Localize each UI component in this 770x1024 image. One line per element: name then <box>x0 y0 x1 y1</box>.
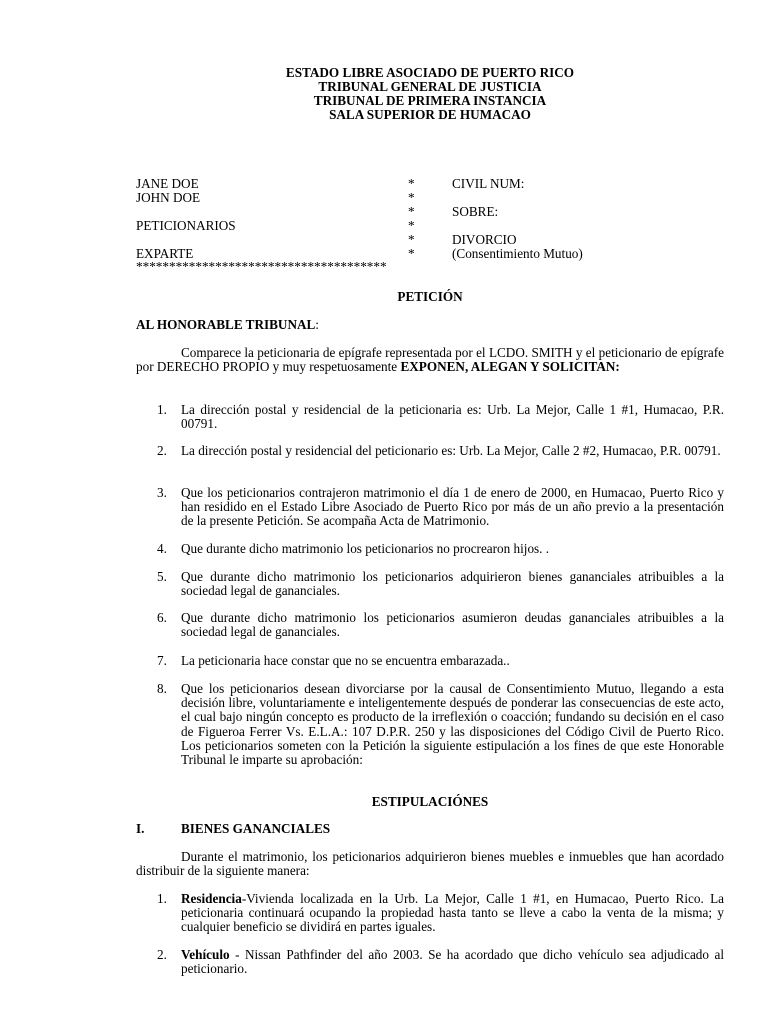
caption-left-2: JOHN DOE <box>136 190 201 205</box>
list-item-text: Que los peticionarios desean divorciarse por la causal de Consentimiento Mutuo, llegando a esta decisión libre, voluntariamente e inteligentemente después de ponderar las consecuencias de este acto, el cual bajo ningún concepto es producto de la irreflexión o coacción; fundando su decisión en el caso de Figueroa Ferrer Vs. E.L.A.: 107 D.P.R. 250 y las disposiciones del Código Civil de Puerto Rico. Los peticionarios someten con la Petición la siguiente estipulación a los fines de que este Honorable Tribunal le imparte su aprobación: <box>181 681 724 768</box>
asset-text: -Vivienda localizada en la Urb. La Mejor, Calle 1 #1, en Humacao, Puerto Rico. La peticionaria continuará ocupando la propiedad hasta tanto se lleve a cabo la venta de la misma; y cualquier beneficio se dividirá en partes iguales. <box>181 891 724 935</box>
salutation <box>136 318 724 332</box>
list-item-number: 2. <box>157 947 167 962</box>
intro-text: Comparece la peticionaria de epígrafe representada por el LCDO. SMITH y el peticionario de epígrafe por DERECHO PROPIO y muy respetuosamente <box>136 345 724 375</box>
list-item-number: 2. <box>157 443 167 458</box>
list-item-number: 7. <box>157 653 167 668</box>
list-item-number: 6. <box>157 610 167 625</box>
caption-separator: * <box>408 190 415 205</box>
caption-stars-line: ************************************** <box>136 259 387 274</box>
caption-right-6: (Consentimiento Mutuo) <box>452 246 583 261</box>
list-item-number: 4. <box>157 541 167 556</box>
list-item-number: 1. <box>157 402 167 417</box>
list-item-text <box>181 948 724 976</box>
caption-right-5: DIVORCIO <box>452 232 517 247</box>
list-item-text: Que los peticionarios contrajeron matrimonio el día 1 de enero de 2000, en Humacao, Puerto Rico y han residido en el Estado Libre Asociado de Puerto Rico por más de un año previo a la presentación de la presente Petición. Se acompaña Acta de Matrimonio. <box>181 485 724 529</box>
caption-right-3: SOBRE: <box>452 204 499 219</box>
caption-right-1: CIVIL NUM: <box>452 176 525 191</box>
section-title: BIENES GANANCIALES <box>181 821 331 836</box>
list-item-text: Que durante dicho matrimonio los peticionarios no procrearon hijos. . <box>181 541 550 556</box>
list-item-text: La peticionaria hace constar que no se encuentra embarazada.. <box>181 653 510 668</box>
caption-separator: * <box>408 218 415 233</box>
list-item-text: Que durante dicho matrimonio los peticionarios adquirieron bienes gananciales atribuibles a la sociedad legal de gananciales. <box>181 569 724 599</box>
list-item-number: 5. <box>157 569 167 584</box>
caption-left-1: JANE DOE <box>136 176 199 191</box>
section-number: I. <box>136 821 145 836</box>
asset-label: Residencia <box>181 891 242 906</box>
intro-paragraph <box>136 346 724 374</box>
list-item-text: La dirección postal y residencial del peticionario es: Urb. La Mejor, Calle 2 #2, Humacao, P.R. 00791. <box>181 443 721 458</box>
header-line-4: SALA SUPERIOR DE HUMACAO <box>329 107 531 122</box>
list-item-number: 1. <box>157 891 167 906</box>
caption-left-6: EXPARTE <box>136 246 194 261</box>
list-item-number: 8. <box>157 681 167 696</box>
caption-left-4: PETICIONARIOS <box>136 218 236 233</box>
list-item-number: 3. <box>157 485 167 500</box>
section-intro: Durante el matrimonio, los peticionarios adquirieron bienes muebles e inmuebles que han acordado distribuir de la siguiente manera: <box>136 849 724 879</box>
court-header <box>0 66 770 122</box>
caption-separator: * <box>408 176 415 191</box>
list-item-text: Que durante dicho matrimonio los peticionarios asumieron deudas gananciales atribuibles a la sociedad legal de gananciales. <box>181 610 724 640</box>
document-title: PETICIÓN <box>397 289 463 304</box>
caption-separator: * <box>408 232 415 247</box>
header-line-2: TRIBUNAL GENERAL DE JUSTICIA <box>318 79 542 94</box>
header-line-1: ESTADO LIBRE ASOCIADO DE PUERTO RICO <box>285 65 575 80</box>
stipulations-title: ESTIPULACIÓNES <box>371 794 489 809</box>
caption-separator: * <box>408 204 415 219</box>
intro-bold: EXPONEN, ALEGAN Y SOLICITAN: <box>400 359 620 375</box>
list-item-text: La dirección postal y residencial de la peticionaria es: Urb. La Mejor, Calle 1 #1, Humacao, P.R. 00791. <box>181 402 724 432</box>
section-heading <box>136 821 331 836</box>
caption-separator: * <box>408 246 415 261</box>
salutation-colon: : <box>315 317 319 332</box>
salutation-bold: AL HONORABLE TRIBUNAL <box>136 317 316 332</box>
asset-text: - Nissan Pathfinder del año 2003. Se ha acordado que dicho vehículo sea adjudicado al peticionario. <box>181 947 724 977</box>
asset-label: Vehículo <box>181 947 230 962</box>
header-line-3: TRIBUNAL DE PRIMERA INSTANCIA <box>313 93 547 108</box>
case-caption <box>136 177 746 277</box>
list-item-text <box>181 892 724 935</box>
